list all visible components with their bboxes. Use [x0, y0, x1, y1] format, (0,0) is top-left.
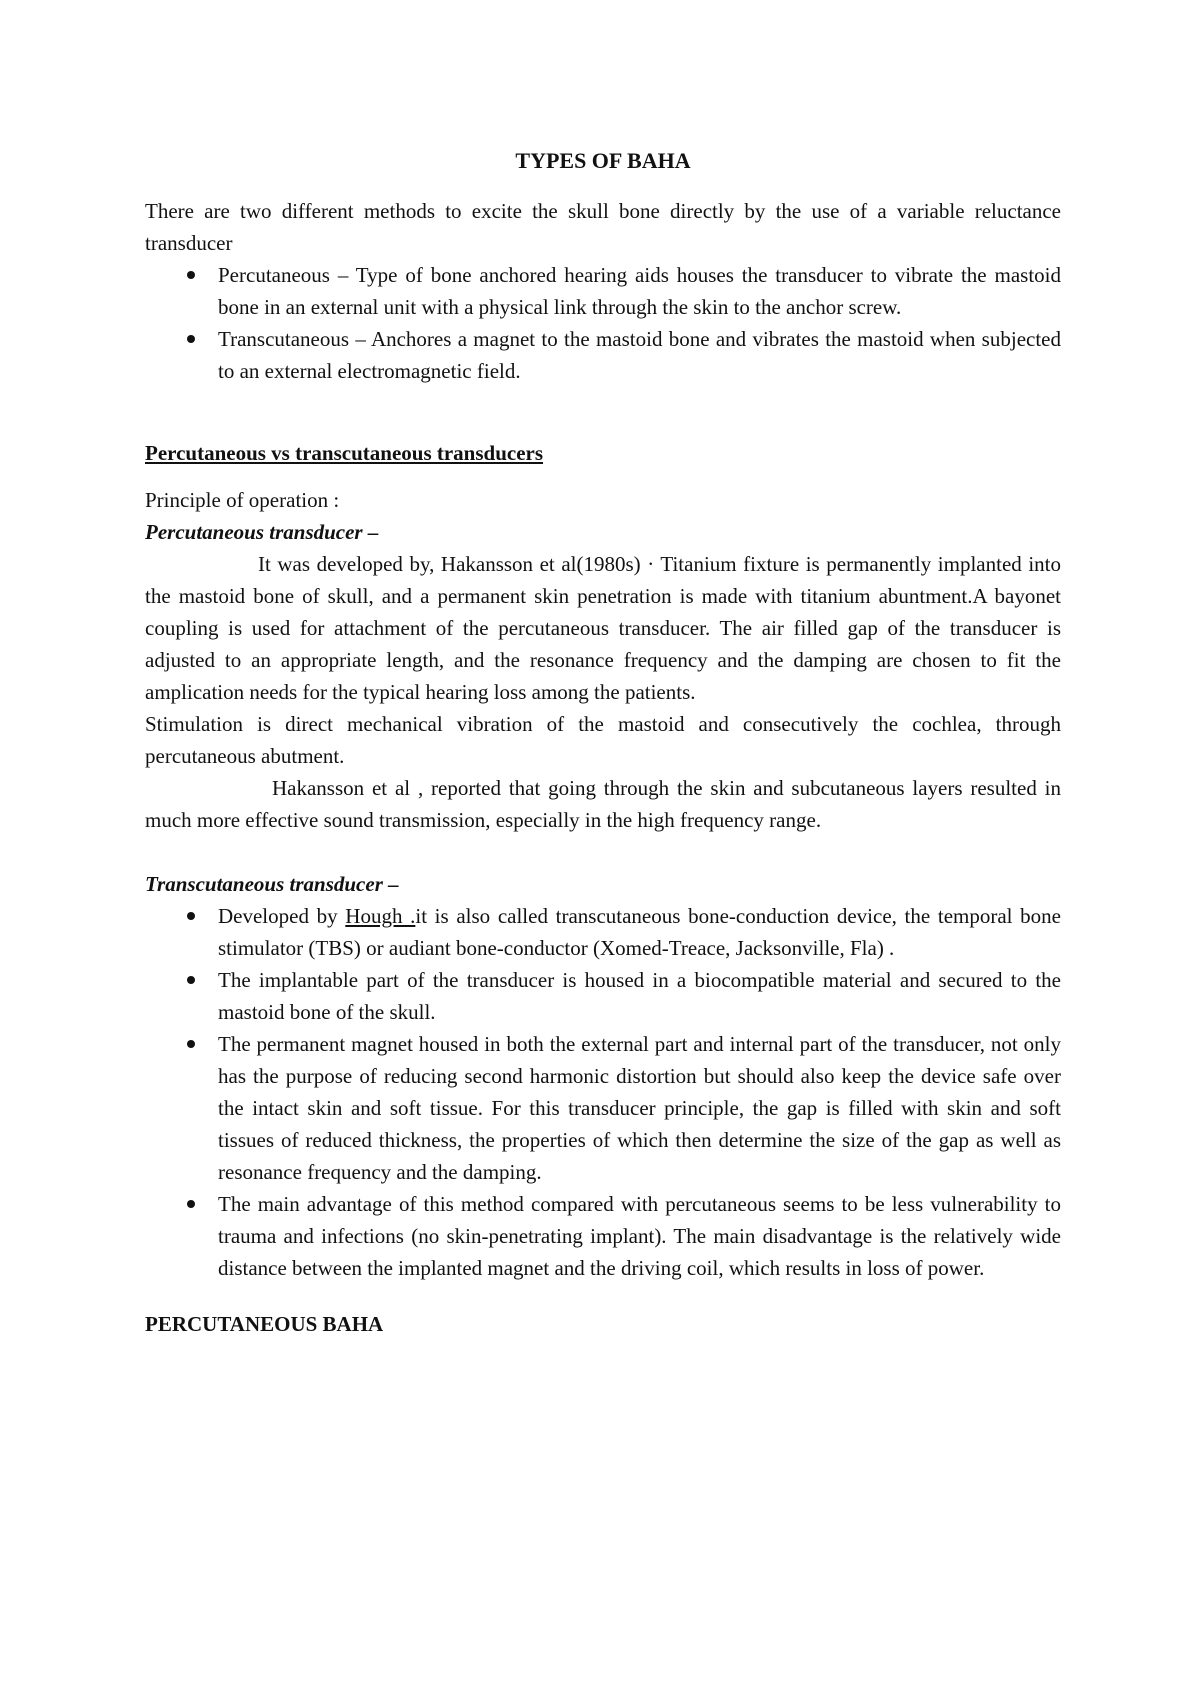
bullet-icon	[187, 912, 195, 920]
bullet-icon	[187, 1040, 195, 1048]
list-item	[145, 964, 1061, 1028]
spacer	[145, 836, 1061, 868]
percutaneous-paragraph-3: Hakansson et al , reported that going through the skin and subcutaneous layers resulted in much more effective sound transmission, especially in the high frequency range.	[145, 776, 1061, 832]
list-item	[145, 1188, 1061, 1284]
bullet-prefix: Developed by	[218, 904, 346, 928]
document-page	[145, 145, 1061, 1340]
bullet-text: it is also called transcutaneous bone-conduction device, the temporal bone stimulator (TBS) or audiant bone-conductor (Xomed-Treace, Jacksonville, Fla) .	[218, 904, 1061, 960]
percutaneous-heading: Percutaneous transducer –	[145, 520, 379, 544]
principle-label: Principle of operation :	[145, 488, 340, 512]
methods-list	[145, 259, 1061, 387]
method-transcutaneous: Transcutaneous – Anchores a magnet to the mastoid bone and vibrates the mastoid when subjected to an external electromagnetic field.	[218, 327, 1061, 383]
percutaneous-paragraph-2: Stimulation is direct mechanical vibration of the mastoid and consecutively the cochlea, through percutaneous abutment.	[145, 712, 1061, 768]
section-heading: Percutaneous vs transcutaneous transducers	[145, 441, 544, 465]
list-item	[145, 1028, 1061, 1188]
list-item	[145, 259, 1061, 323]
bullet-icon	[187, 271, 195, 279]
bullet-text: The permanent magnet housed in both the external part and internal part of the transducer, not only has the purpose of reducing second harmonic distortion but should also keep the device safe over the intact skin and soft tissue. For this transducer principle, the gap is filled with skin and soft tissues of reduced thickness, the properties of which then determine the size of the gap as well as resonance frequency and the damping.	[218, 1032, 1061, 1184]
bullet-icon	[187, 976, 195, 984]
hough-reference: Hough .	[345, 904, 416, 928]
final-heading: PERCUTANEOUS BAHA	[145, 1312, 384, 1336]
bullet-icon	[187, 335, 195, 343]
transcutaneous-list	[145, 900, 1061, 1284]
list-item	[145, 323, 1061, 387]
method-percutaneous: Percutaneous – Type of bone anchored hearing aids houses the transducer to vibrate the mastoid bone in an external unit with a physical link through the skin to the anchor screw.	[218, 263, 1061, 319]
percutaneous-paragraph-1: It was developed by, Hakansson et al(1980s) · Titanium fixture is permanently implanted into the mastoid bone of skull, and a permanent skin penetration is made with titanium abuntment.A bayonet coupling is used for attachment of the percutaneous transducer. The air filled gap of the transducer is adjusted to an appropriate length, and the resonance frequency and the damping are chosen to fit the amplication needs for the typical hearing loss among the patients.	[145, 552, 1061, 704]
bullet-text: The implantable part of the transducer is housed in a biocompatible material and secured to the mastoid bone of the skull.	[218, 968, 1061, 1024]
bullet-text: The main advantage of this method compared with percutaneous seems to be less vulnerability to trauma and infections (no skin-penetrating implant). The main disadvantage is the relatively wide distance between the implanted magnet and the driving coil, which results in loss of power.	[218, 1192, 1061, 1280]
bullet-icon	[187, 1200, 195, 1208]
list-item	[145, 900, 1061, 964]
transcutaneous-heading: Transcutaneous transducer –	[145, 872, 399, 896]
page-title: TYPES OF BAHA	[515, 148, 691, 173]
intro-paragraph: There are two different methods to excite the skull bone directly by the use of a variable reluctance transducer	[145, 199, 1061, 255]
